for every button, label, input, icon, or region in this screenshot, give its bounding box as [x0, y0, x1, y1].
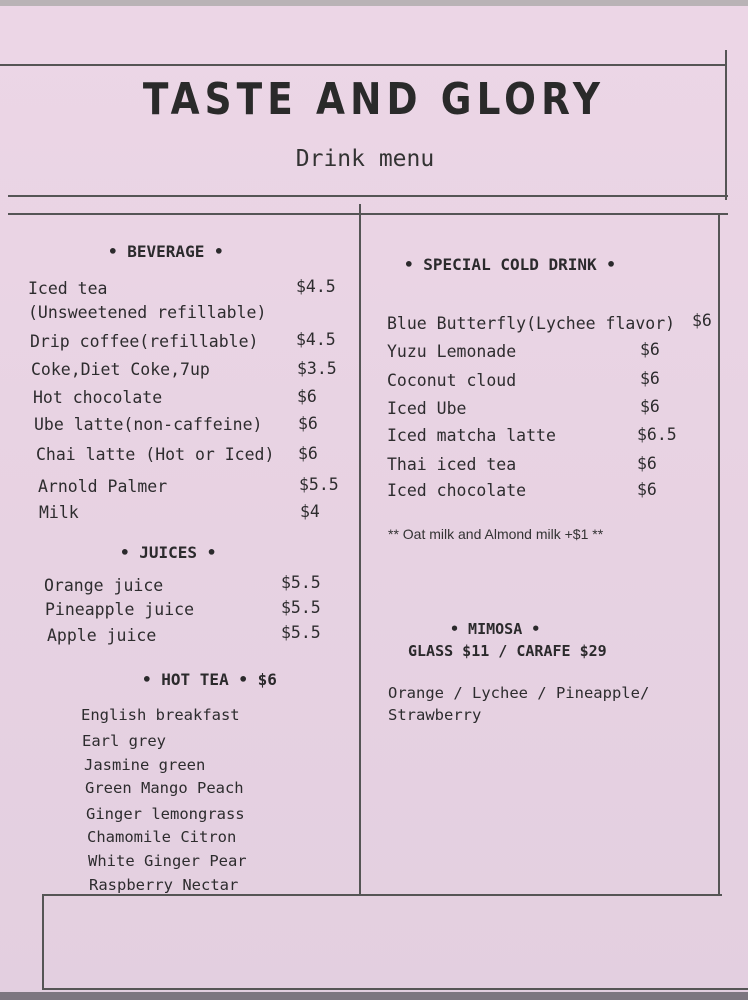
menu-subtitle: Drink menu [295, 146, 435, 172]
menu-item-price: $5.5 [281, 623, 321, 642]
tea-item: English breakfast [81, 706, 240, 724]
menu-item-name: Iced matcha latte [387, 426, 556, 445]
menu-item-name: Iced chocolate [387, 481, 527, 500]
left-box-bottom-edge [42, 894, 44, 990]
menu-item-price: $6 [298, 414, 318, 433]
menu-paper [0, 6, 748, 996]
tea-item: Jasmine green [84, 756, 206, 774]
menu-item-price: $6 [640, 340, 660, 359]
tea-item: Ginger lemongrass [86, 805, 245, 823]
tea-item: Earl grey [82, 732, 166, 750]
frame-bottom [42, 988, 748, 990]
menu-item-price: $6 [692, 311, 712, 330]
menu-item-name: Pineapple juice [45, 600, 195, 619]
menu-item-price: $6 [637, 454, 657, 473]
menu-item-price: $6 [640, 397, 660, 416]
juices-heading: • JUICES • [120, 543, 217, 562]
menu-item-name: Orange juice [44, 576, 164, 595]
tea-item: White Ginger Pear [88, 852, 247, 870]
menu-item-name: Apple juice [47, 626, 157, 645]
content-bottom-line [42, 894, 722, 896]
milk-note: ** Oat milk and Almond milk +$1 ** [388, 526, 604, 542]
menu-item-price: $4.5 [296, 277, 336, 296]
restaurant-title: TASTE AND GLORY [142, 74, 606, 125]
menu-item-price: $5.5 [281, 598, 321, 617]
beverage-heading: • BEVERAGE • [108, 242, 224, 261]
menu-item-price: $5.5 [299, 475, 339, 494]
menu-item-price: $4 [300, 502, 320, 521]
mimosa-flavors: Orange / Lychee / Pineapple/ [388, 684, 650, 702]
menu-item-price: $6.5 [637, 425, 677, 444]
menu-item-price: $5.5 [281, 573, 321, 592]
menu-item-name: Coconut cloud [387, 371, 517, 390]
special-cold-heading: • SPECIAL COLD DRINK • [404, 255, 616, 274]
menu-item-price: $6 [298, 444, 318, 463]
mimosa-flavors: Strawberry [388, 706, 482, 724]
menu-item-name: Arnold Palmer [38, 477, 168, 496]
menu-item-name: Drip coffee(refillable) [30, 332, 259, 351]
section-top-line [8, 213, 728, 215]
header-divider [8, 195, 728, 197]
menu-item-price: $4.5 [296, 330, 336, 349]
frame-right [725, 50, 727, 200]
menu-item-price: $6 [637, 480, 657, 499]
menu-item-name: Thai iced tea [387, 455, 517, 474]
menu-item-name: Iced Ube [387, 399, 467, 418]
menu-item-name: Yuzu Lemonade [387, 342, 517, 361]
menu-item-name: Hot chocolate [33, 388, 163, 407]
tea-item: Raspberry Nectar [89, 876, 239, 894]
mimosa-pricing: GLASS $11 / CARAFE $29 [408, 642, 607, 660]
right-box-right [718, 214, 720, 894]
menu-item-name: Coke,Diet Coke,7up [31, 360, 210, 379]
window-sill [0, 992, 748, 1000]
menu-item-price: $3.5 [297, 359, 337, 378]
menu-item-name: Ube latte(non-caffeine) [34, 415, 263, 434]
tea-item: Green Mango Peach [85, 779, 244, 797]
frame-top [0, 64, 726, 66]
menu-item-name: (Unsweetened refillable) [28, 303, 267, 322]
tea-item: Chamomile Citron [87, 828, 237, 846]
menu-item-name: Milk [39, 503, 79, 522]
menu-item-price: $6 [297, 387, 317, 406]
menu-item-name: Blue Butterfly(Lychee flavor) [387, 314, 676, 333]
mimosa-heading: • MIMOSA • [450, 620, 541, 638]
hot-tea-heading: • HOT TEA • $6 [142, 670, 277, 689]
menu-item-name: Chai latte (Hot or Iced) [36, 445, 275, 464]
column-divider [359, 204, 361, 894]
menu-item-price: $6 [640, 369, 660, 388]
menu-item-name: Iced tea [28, 279, 108, 298]
